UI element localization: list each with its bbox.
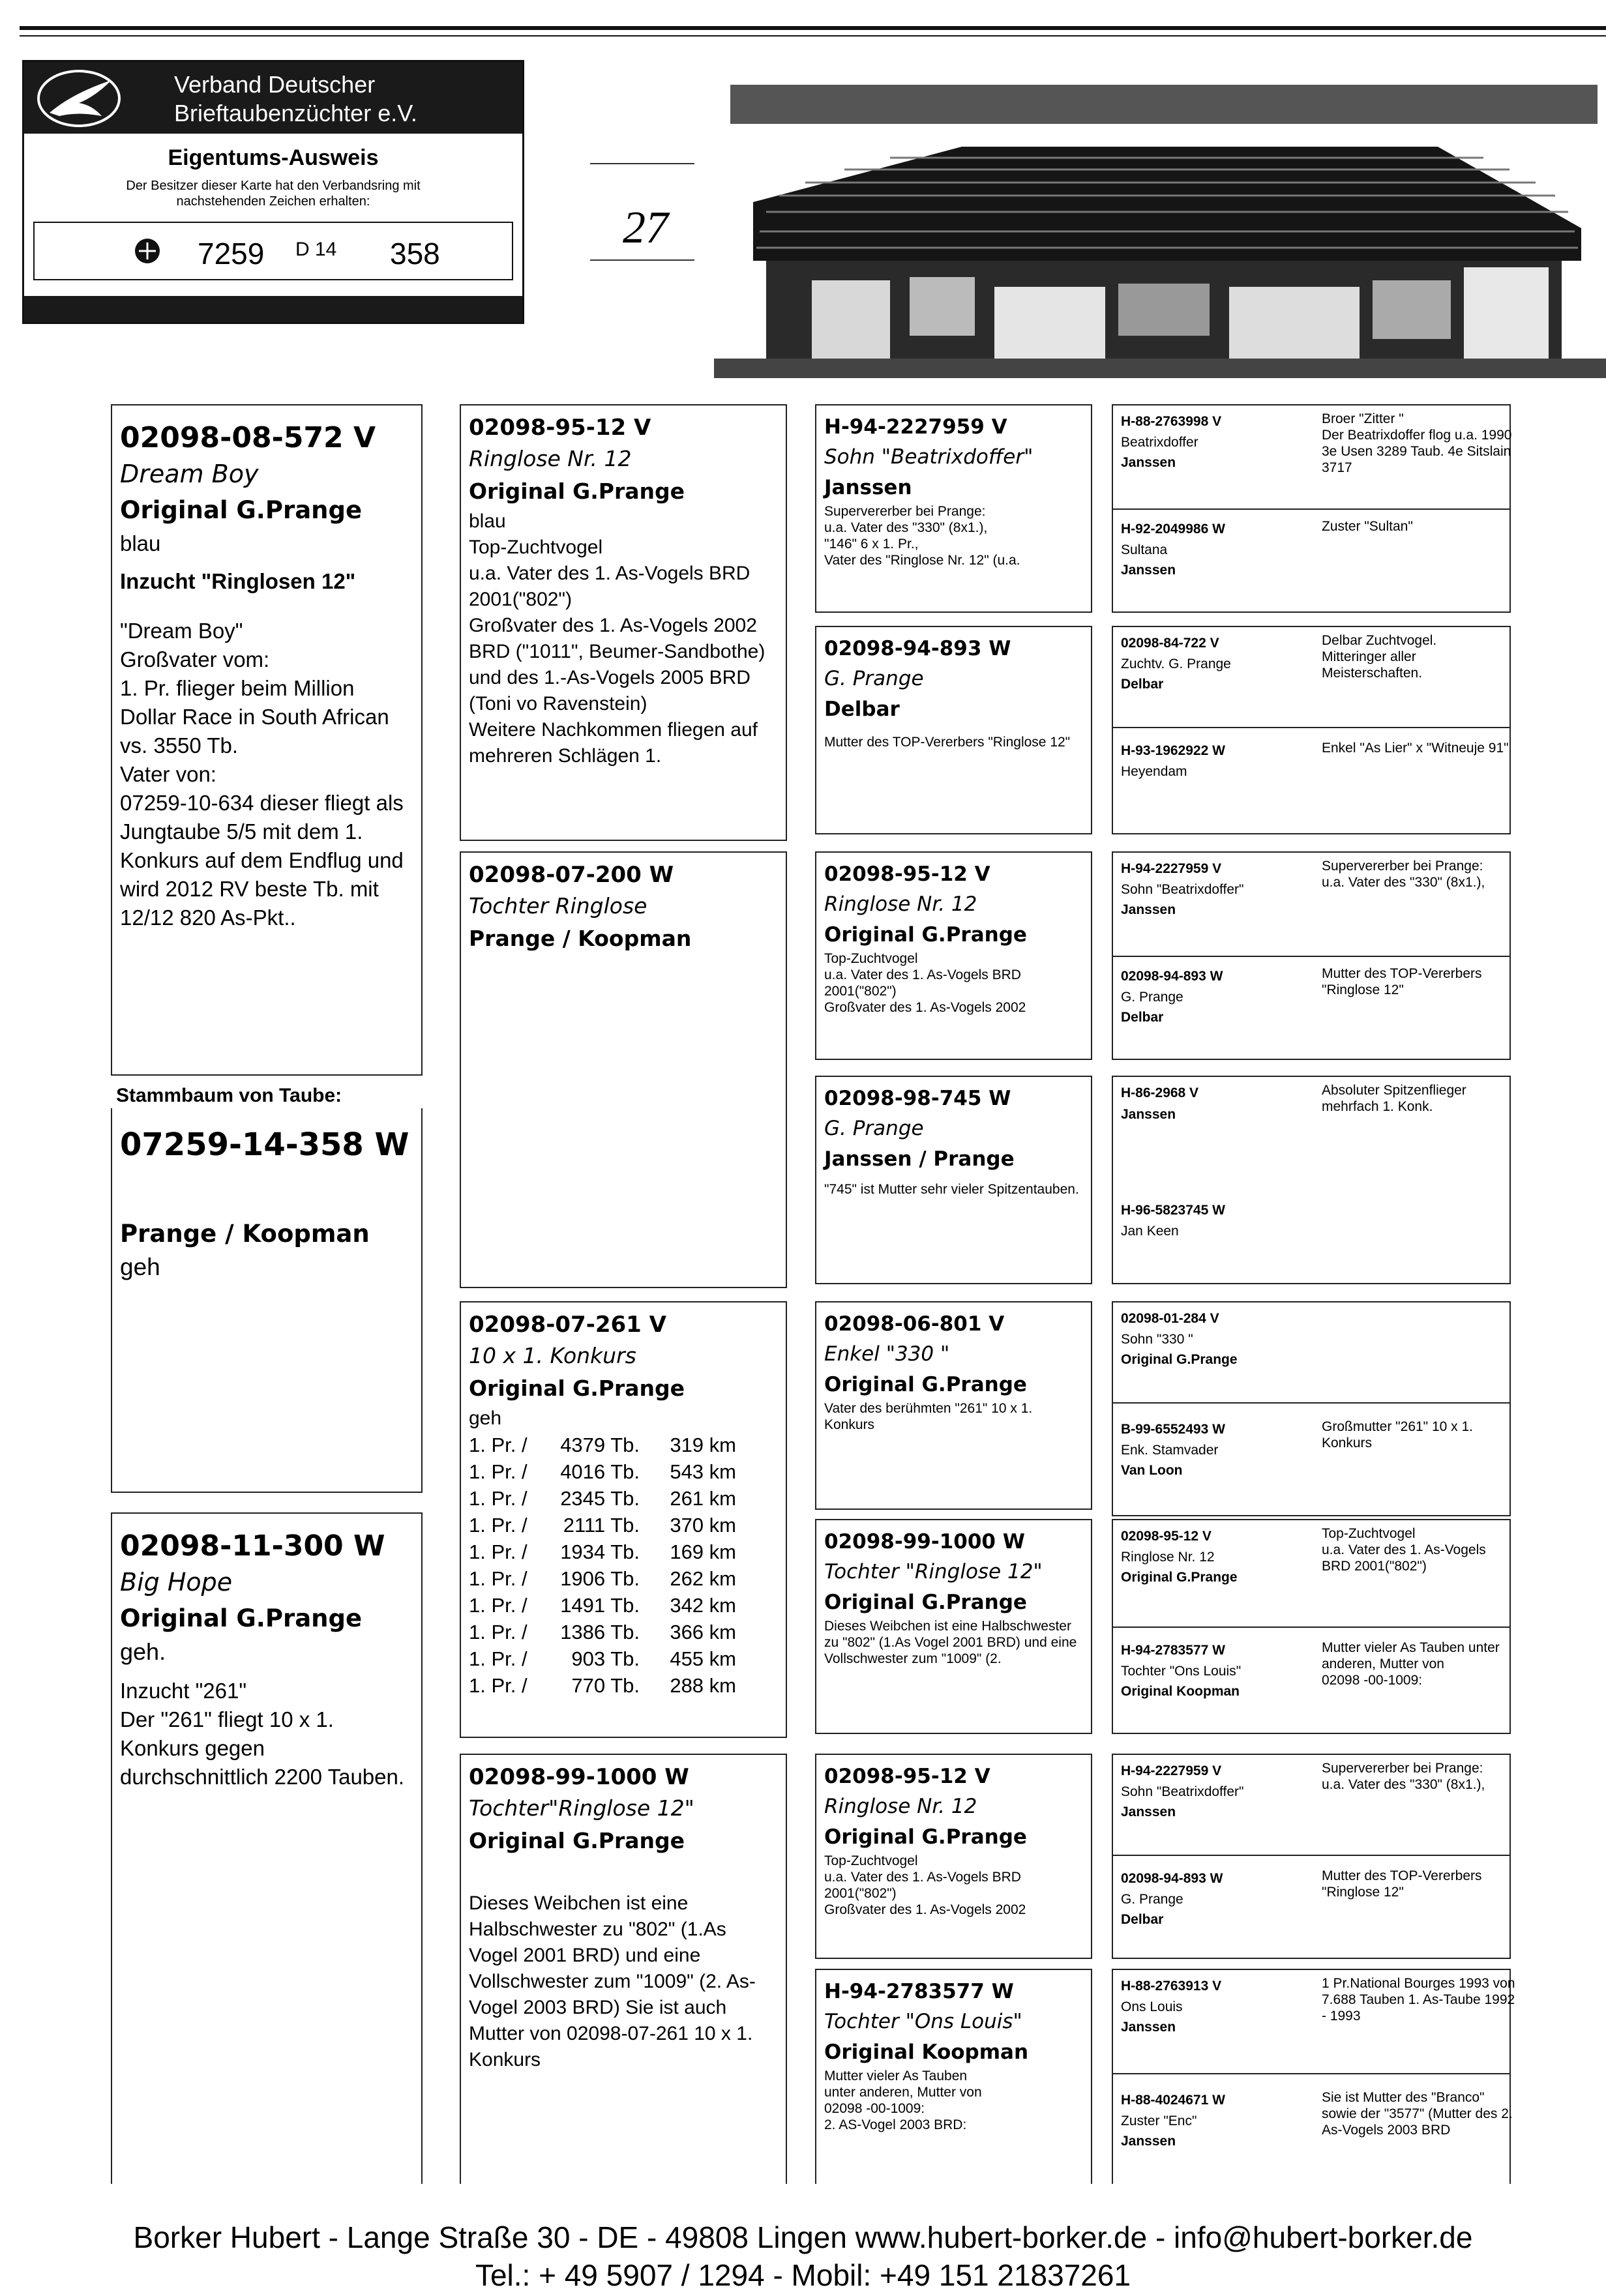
- ggp-6-ring: 02098-99-1000 W: [824, 1530, 1025, 1553]
- grandparent-4-description: Dieses Weibchen ist eine Halbschwester zu "802" (1.As Vogel 2001 BRD) und eine Vollschwester zum "1009" (2. As-Vogel 2003 BRD) Sie ist auch Mutter von 02098-07-261 10 x 1. Konkurs: [469, 1892, 756, 2070]
- ggp-7-ring: 02098-95-12 V: [824, 1765, 990, 1788]
- pedigree-ggp-2: [815, 626, 1092, 834]
- house-photo: [714, 72, 1606, 378]
- ancestor-breeder: Janssen: [1121, 902, 1176, 917]
- footer-address: Borker Hubert - Lange Straße 30 - DE - 49808 Lingen www.hubert-borker.de - info@hubert-borker.de: [133, 2220, 1473, 2254]
- ggp-1-ring: H-94-2227959 V: [824, 415, 1007, 439]
- subject-breeder: Prange / Koopman: [120, 1220, 370, 1248]
- card-club: 7259: [198, 237, 265, 271]
- grandparent-2-ring: 02098-07-200 W: [469, 862, 674, 888]
- ancestor-breeder: Janssen: [1121, 2020, 1176, 2035]
- ggp-7-description: Top-Zuchtvogel u.a. Vater des 1. As-Vogels BRD 2001("802") Großvater des 1. As-Vogels 2002: [824, 1853, 1026, 1917]
- pedigree-grandparent-4: [460, 1754, 787, 2184]
- ancestor-breeder: Van Loon: [1121, 1463, 1183, 1478]
- ancestor-name: Ons Louis: [1121, 1999, 1183, 2014]
- ancestor-name: Enk. Stamvader: [1121, 1443, 1219, 1458]
- ancestor-ring: H-93-1962922 W: [1121, 743, 1225, 758]
- ggp-2-description: Mutter des TOP-Vererbers "Ringlose 12": [824, 735, 1071, 750]
- pedigree-mother: [111, 1512, 423, 2184]
- ancestor-name: Tochter "Ons Louis": [1121, 1664, 1242, 1679]
- ancestor-note: Sie ist Mutter des "Branco" sowie der "3577" (Mutter des 2. As-Vogels 2003 BRD: [1322, 2090, 1513, 2138]
- ancestor-ring: H-86-2968 V: [1121, 1085, 1199, 1100]
- ancestor-ring: 02098-95-12 V: [1121, 1529, 1212, 1544]
- ancestor-note: Delbar Zuchtvogel. Mitteringer aller Meisterschaften.: [1322, 633, 1437, 681]
- father-color: blau: [120, 531, 161, 555]
- grandparent-1-name: Ringlose Nr. 12: [469, 446, 632, 471]
- footer-phone: Tel.: + 49 5907 / 1294 - Mobil: +49 151 21837261: [475, 2258, 1131, 2292]
- ancestor-ring: H-88-2763998 V: [1121, 414, 1222, 429]
- ancestor-name: Zuster "Enc": [1121, 2113, 1197, 2128]
- ancestor-name: G. Prange: [1121, 990, 1183, 1005]
- ancestor-note: Supervererber bei Prange: u.a. Vater des "330" (8x1.),: [1322, 1761, 1485, 1792]
- pedigree-ggp-7: [815, 1754, 1092, 1959]
- ancestor-breeder: Original G.Prange: [1121, 1352, 1238, 1367]
- ancestor-note: Mutter des TOP-Vererbers "Ringlose 12": [1322, 1868, 1482, 1900]
- ancestor-ring: 02098-94-893 W: [1121, 969, 1223, 984]
- ancestor-ring: 02098-01-284 V: [1121, 1311, 1219, 1326]
- ancestor-note: Mutter vieler As Tauben unter anderen, Mutter von 02098 -00-1009:: [1322, 1640, 1500, 1688]
- result-row: 1. Pr. / 4379 Tb. 319 km: [469, 1434, 736, 1456]
- card-header: [24, 62, 522, 134]
- ancestor-note: Großmutter "261" 10 x 1. Konkurs: [1322, 1419, 1474, 1450]
- association-line1: Verband Deutscher: [174, 71, 376, 98]
- ggp-2-name: G. Prange: [824, 667, 924, 690]
- pedigree-ggp-8: [815, 1969, 1092, 2184]
- card-year: D 14: [295, 239, 337, 260]
- ancestor-breeder: Janssen: [1121, 1804, 1176, 1819]
- mother-breeder: Original G.Prange: [120, 1604, 363, 1632]
- mother-name: Big Hope: [120, 1568, 233, 1597]
- grandparent-1-breeder: Original G.Prange: [469, 478, 685, 504]
- grandparent-4-ring: 02098-99-1000 W: [469, 1764, 689, 1790]
- ancestor-ring: H-94-2227959 V: [1121, 861, 1222, 876]
- ggp-7-name: Ringlose Nr. 12: [824, 1795, 977, 1818]
- ancestor-breeder: Delbar: [1121, 1010, 1164, 1025]
- ggp-5-description: Vater des berühmten "261" 10 x 1. Konkurs: [824, 1401, 1033, 1432]
- ancestor-name: Sohn "Beatrixdoffer": [1121, 1784, 1244, 1799]
- page-number-rule-top: [590, 163, 694, 164]
- subject-ring: 07259-14-358 W: [120, 1126, 409, 1163]
- ownership-card: [22, 60, 524, 324]
- ggp-8-name: Tochter "Ons Louis": [824, 2010, 1022, 2033]
- page-number-rule-bottom: [590, 259, 694, 261]
- card-title: Eigentums-Ausweis: [168, 145, 379, 170]
- ancestor-name: Jan Keen: [1121, 1224, 1179, 1239]
- ancestor-name: Heyendam: [1121, 764, 1187, 779]
- ggp-4-ring: 02098-98-745 W: [824, 1087, 1011, 1110]
- mother-description: Inzucht "261" Der "261" fliegt 10 x 1. Konkurs gegen durchschnittlich 2200 Tauben.: [120, 1679, 405, 1789]
- ggp-3-ring: 02098-95-12 V: [824, 862, 990, 886]
- association-line2: Brieftaubenzüchter e.V.: [174, 100, 417, 126]
- ancestor-breeder: Delbar: [1121, 677, 1164, 692]
- ggp-8-description: Mutter vieler As Tauben unter anderen, Mutter von 02098 -00-1009: 2. AS-Vogel 2003 BRD:: [824, 2068, 982, 2132]
- card-number: 358: [390, 237, 440, 271]
- ancestor-ring: H-96-5823745 W: [1121, 1203, 1225, 1218]
- ancestor-breeder: Janssen: [1121, 455, 1176, 470]
- ggp-2-breeder: Delbar: [824, 698, 900, 721]
- ancestor-name: G. Prange: [1121, 1892, 1183, 1907]
- ancestor-ring: H-94-2783577 W: [1121, 1643, 1225, 1658]
- ancestor-pair-3: [1112, 851, 1511, 1060]
- result-row: 1. Pr. / 770 Tb. 288 km: [469, 1674, 736, 1697]
- grandparent-1-ring: 02098-95-12 V: [469, 415, 651, 441]
- ggp-3-name: Ringlose Nr. 12: [824, 892, 977, 916]
- ancestor-name: Sohn "Beatrixdoffer": [1121, 882, 1244, 897]
- ggp-4-name: G. Prange: [824, 1117, 924, 1140]
- ggp-8-breeder: Original Koopman: [824, 2040, 1029, 2064]
- subject-label: Stammbaum von Taube:: [116, 1085, 342, 1106]
- grandparent-1-color: blau: [469, 510, 506, 532]
- pedigree-ggp-6: [815, 1519, 1092, 1734]
- grandparent-3-ring: 02098-07-261 V: [469, 1312, 666, 1338]
- ggp-1-description: Supervererber bei Prange: u.a. Vater des "330" (8x1.), "146" 6 x 1. Pr., Vater des "Ringlose Nr. 12" (u.a.: [824, 504, 1020, 568]
- mother-color: geh.: [120, 1638, 166, 1665]
- ancestor-breeder: Original Koopman: [1121, 1684, 1240, 1699]
- ancestor-name: Zuchtv. G. Prange: [1121, 656, 1231, 671]
- ancestor-pair-7: [1112, 1754, 1511, 1959]
- grandparent-3-breeder: Original G.Prange: [469, 1376, 685, 1401]
- result-row: 1. Pr. / 2345 Tb. 261 km: [469, 1487, 736, 1510]
- ancestor-note: 1 Pr.National Bourges 1993 von 7.688 Tauben 1. As-Taube 1992 - 1993: [1322, 1976, 1515, 2024]
- ancestor-name: Sohn "330 ": [1121, 1332, 1193, 1347]
- ancestor-ring: B-99-6552493 W: [1121, 1422, 1225, 1437]
- ancestor-ring: H-88-4024671 W: [1121, 2093, 1225, 2108]
- pedigree-grandparent-3: [460, 1301, 787, 1738]
- ancestor-ring: 02098-84-722 V: [1121, 636, 1219, 651]
- pedigree-ggp-1: [815, 404, 1092, 613]
- results-table: [469, 1432, 778, 1699]
- father-line: Inzucht "Ringlosen 12": [120, 569, 356, 593]
- ancestor-note: Mutter des TOP-Vererbers "Ringlose 12": [1322, 966, 1482, 997]
- ggp-1-name: Sohn "Beatrixdoffer": [824, 445, 1033, 469]
- ancestor-name: Ringlose Nr. 12: [1121, 1550, 1215, 1565]
- result-row: 1. Pr. / 1934 Tb. 169 km: [469, 1540, 736, 1563]
- top-rule-thin: [20, 35, 1606, 37]
- ggp-3-description: Top-Zuchtvogel u.a. Vater des 1. As-Vogels BRD 2001("802") Großvater des 1. As-Vogels 2002: [824, 951, 1026, 1015]
- ancestor-breeder: Janssen: [1121, 1107, 1176, 1122]
- father-description: "Dream Boy" Großvater vom: 1. Pr. flieger beim Million Dollar Race in South African vs. 3550 Tb. Vater von: 07259-10-634 dieser fliegt als Jungtaube 5/5 mit dem 1. Konkurs auf dem Endflug und wird 2012 RV beste Tb. mit 12/12 820 As-Pkt..: [120, 619, 404, 930]
- ggp-5-ring: 02098-06-801 V: [824, 1312, 1005, 1336]
- ggp-7-breeder: Original G.Prange: [824, 1825, 1027, 1849]
- federation-emblem-icon: [132, 236, 162, 266]
- result-row: 1. Pr. / 2111 Tb. 370 km: [469, 1514, 736, 1537]
- grandparent-3-color: geh: [469, 1407, 502, 1429]
- ancestor-breeder: Janssen: [1121, 563, 1176, 578]
- grandparent-3-name: 10 x 1. Konkurs: [469, 1343, 636, 1368]
- ancestor-pair-2: [1112, 626, 1511, 834]
- ggp-3-breeder: Original G.Prange: [824, 923, 1027, 947]
- ancestor-note: Broer "Zitter " Der Beatrixdoffer flog u.a. 1990 3e Usen 3289 Taub. 4e Sitslain 3717: [1322, 411, 1512, 475]
- result-row: 1. Pr. / 1491 Tb. 342 km: [469, 1594, 736, 1617]
- ancestor-breeder: Janssen: [1121, 2134, 1176, 2149]
- ggp-4-breeder: Janssen / Prange: [824, 1147, 1015, 1171]
- ggp-4-description: "745" ist Mutter sehr vieler Spitzentauben.: [824, 1182, 1079, 1197]
- ancestor-ring: H-94-2227959 V: [1121, 1763, 1222, 1778]
- pedigree-ggp-5: [815, 1301, 1092, 1510]
- ggp-8-ring: H-94-2783577 W: [824, 1980, 1014, 2003]
- ancestor-breeder: Delbar: [1121, 1912, 1164, 1927]
- ancestor-pair-1: [1112, 404, 1511, 613]
- ancestor-name: Beatrixdoffer: [1121, 435, 1198, 450]
- pedigree-grandparent-1: [460, 404, 787, 841]
- ggp-5-name: Enkel "330 ": [824, 1342, 950, 1366]
- ancestor-ring: H-92-2049986 W: [1121, 522, 1225, 537]
- top-rule-thick: [20, 26, 1606, 30]
- ancestor-ring: 02098-94-893 W: [1121, 1871, 1223, 1886]
- ancestor-pair-4: [1112, 1076, 1511, 1284]
- dove-logo-icon: [33, 67, 131, 129]
- subject-color: geh: [120, 1254, 160, 1280]
- pedigree-ggp-4: [815, 1076, 1092, 1284]
- result-row: 1. Pr. / 1906 Tb. 262 km: [469, 1567, 736, 1590]
- ancestor-note: Zuster "Sultan": [1322, 519, 1413, 534]
- page-number: 27: [623, 203, 668, 253]
- ancestor-pair-5: [1112, 1301, 1511, 1516]
- pedigree-father: [111, 404, 423, 1076]
- father-breeder: Original G.Prange: [120, 496, 363, 524]
- father-name: Dream Boy: [120, 460, 259, 488]
- ancestor-name: Sultana: [1121, 542, 1168, 557]
- ggp-2-ring: 02098-94-893 W: [824, 637, 1011, 660]
- card-ring-box: [33, 222, 513, 280]
- ancestor-note: Enkel "As Lier" x "Witneuje 91": [1322, 741, 1509, 756]
- ggp-6-description: Dieses Weibchen ist eine Halbschwester zu "802" (1.As Vogel 2001 BRD) und eine Vollschwester zum "1009" (2.: [824, 1619, 1077, 1666]
- ancestor-note: Supervererber bei Prange: u.a. Vater des "330" (8x1.),: [1322, 859, 1485, 890]
- card-subtitle: Der Besitzer dieser Karte hat den Verbandsring mit nachstehenden Zeichen erhalten:: [126, 179, 421, 209]
- ggp-5-breeder: Original G.Prange: [824, 1373, 1027, 1396]
- grandparent-2-breeder: Prange / Koopman: [469, 926, 692, 951]
- ancestor-breeder: Original G.Prange: [1121, 1570, 1238, 1585]
- father-ring: 02098-08-572 V: [120, 421, 376, 454]
- ancestor-ring: H-88-2763913 V: [1121, 1979, 1222, 1994]
- mother-ring: 02098-11-300 W: [120, 1529, 385, 1563]
- grandparent-4-breeder: Original G.Prange: [469, 1828, 685, 1853]
- ancestor-note: Absoluter Spitzenflieger mehrfach 1. Konk.: [1322, 1083, 1466, 1114]
- result-row: 1. Pr. / 1386 Tb. 366 km: [469, 1621, 736, 1643]
- ggp-6-name: Tochter "Ringlose 12": [824, 1560, 1043, 1583]
- ggp-1-breeder: Janssen: [824, 476, 912, 499]
- pedigree-grandparent-2: [460, 851, 787, 1288]
- grandparent-1-description: Top-Zuchtvogel u.a. Vater des 1. As-Vogels BRD 2001("802") Großvater des 1. As-Vogels 2002 BRD ("1011", Beumer-Sandbothe) und des 1.-As-Vogels 2005 BRD (Toni vo Ravenstein) Weitere Nachkommen fliegen auf mehreren Schlägen 1.: [469, 537, 766, 767]
- result-row: 1. Pr. / 903 Tb. 455 km: [469, 1647, 736, 1670]
- pedigree-ggp-3: [815, 851, 1092, 1060]
- ancestor-pair-8: [1112, 1969, 1515, 2184]
- ancestor-pair-6: [1112, 1519, 1511, 1734]
- grandparent-2-name: Tochter Ringlose: [469, 893, 647, 919]
- ggp-6-breeder: Original G.Prange: [824, 1591, 1027, 1614]
- result-row: 1. Pr. / 4016 Tb. 543 km: [469, 1460, 736, 1483]
- pedigree-subject: [111, 1108, 423, 1493]
- grandparent-4-name: Tochter"Ringlose 12": [469, 1795, 694, 1821]
- card-footer-band: [24, 296, 522, 322]
- ancestor-note: Top-Zuchtvogel u.a. Vater des 1. As-Vogels BRD 2001("802"): [1322, 1526, 1486, 1574]
